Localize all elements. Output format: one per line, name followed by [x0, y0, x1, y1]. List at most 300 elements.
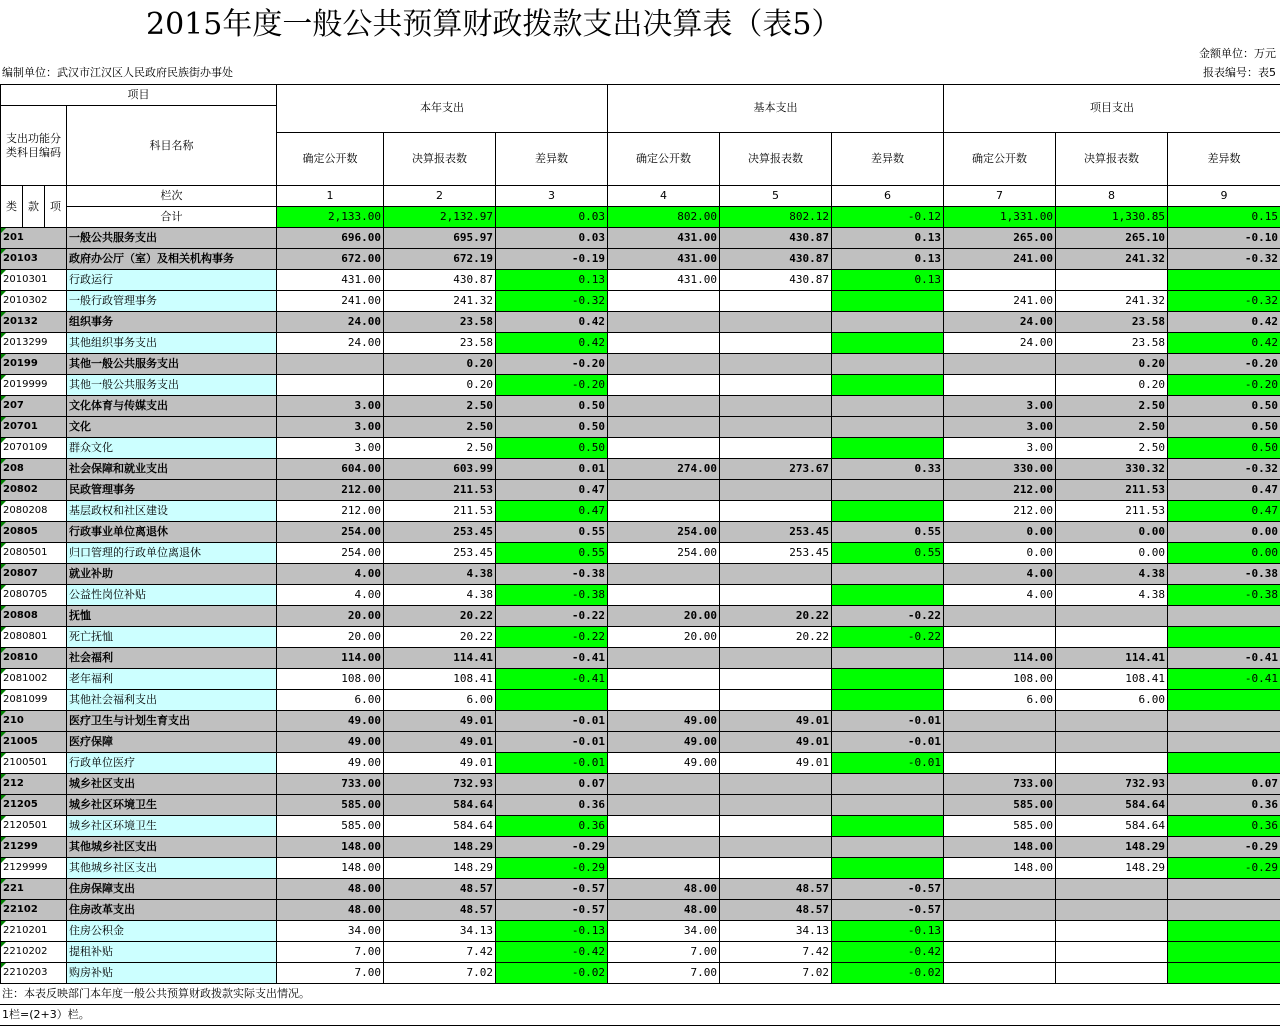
cell-col-5: 273.67	[720, 459, 832, 480]
cell-col-3: -0.01	[496, 753, 608, 774]
cell-col-3: -0.42	[496, 942, 608, 963]
cell-col-6: -0.22	[832, 627, 944, 648]
cell-col-5: 7.42	[720, 942, 832, 963]
cell-col-4	[608, 333, 720, 354]
cell-col-2: 23.58	[384, 312, 496, 333]
header-lei: 类	[1, 186, 23, 228]
subject-name: 住房改革支出	[67, 900, 277, 921]
cell-col-1: 148.00	[277, 837, 384, 858]
cell-col-3: -0.22	[496, 627, 608, 648]
cell-col-6	[832, 417, 944, 438]
cell-col-7: 585.00	[944, 816, 1056, 837]
table-row	[1, 291, 1280, 312]
table-row	[1, 795, 1280, 816]
table-row	[1, 438, 1280, 459]
subject-code: 2019999	[1, 375, 67, 396]
cell-col-7	[944, 942, 1056, 963]
cell-col-1: 20.00	[277, 606, 384, 627]
cell-col-9: -0.20	[1168, 354, 1280, 375]
cell-col-2: 584.64	[384, 816, 496, 837]
cell-col-6: 0.55	[832, 522, 944, 543]
cell-col-5	[720, 585, 832, 606]
cell-col-8: 148.29	[1056, 858, 1168, 879]
header-sub-4: 确定公开数	[608, 132, 720, 185]
cell-col-5: 7.02	[720, 963, 832, 984]
table-row	[1, 648, 1280, 669]
subject-name: 住房公积金	[67, 921, 277, 942]
col-number-2: 2	[384, 186, 496, 207]
cell-col-3: 0.03	[496, 228, 608, 249]
cell-col-9: 0.50	[1168, 417, 1280, 438]
cell-col-1: 696.00	[277, 228, 384, 249]
subject-code: 20802	[1, 480, 67, 501]
cell-col-9: 0.47	[1168, 480, 1280, 501]
cell-col-8: 23.58	[1056, 312, 1168, 333]
subject-code: 21205	[1, 795, 67, 816]
table-row	[1, 942, 1280, 963]
cell-col-8	[1056, 606, 1168, 627]
cell-col-8: 114.41	[1056, 648, 1168, 669]
cell-col-1: 7.00	[277, 942, 384, 963]
cell-col-9: 0.42	[1168, 312, 1280, 333]
cell-col-9: -0.10	[1168, 228, 1280, 249]
cell-col-5: 430.87	[720, 270, 832, 291]
cell-col-4	[608, 291, 720, 312]
table-row	[1, 732, 1280, 753]
cell-col-7: 265.00	[944, 228, 1056, 249]
subject-name: 行政事业单位离退休	[67, 522, 277, 543]
cell-col-8: 6.00	[1056, 690, 1168, 711]
amount-unit: 金额单位：万元	[1199, 47, 1276, 60]
cell-col-6	[832, 354, 944, 375]
subject-name: 死亡抚恤	[67, 627, 277, 648]
cell-col-2: 108.41	[384, 669, 496, 690]
cell-col-9	[1168, 963, 1280, 984]
cell-col-3: -0.29	[496, 858, 608, 879]
cell-col-1: 604.00	[277, 459, 384, 480]
cell-col-4: 274.00	[608, 459, 720, 480]
cell-col-7: 0.00	[944, 522, 1056, 543]
header-xiang: 项	[45, 186, 67, 228]
subject-name: 群众文化	[67, 438, 277, 459]
cell-col-1: 49.00	[277, 753, 384, 774]
col-number-1: 1	[277, 186, 384, 207]
cell-col-3: -0.41	[496, 669, 608, 690]
cell-col-1: 585.00	[277, 816, 384, 837]
cell-col-6	[832, 291, 944, 312]
cell-col-3: 0.07	[496, 774, 608, 795]
subject-name: 行政运行	[67, 270, 277, 291]
cell-col-2: 584.64	[384, 795, 496, 816]
cell-col-5: 20.22	[720, 606, 832, 627]
header-sub-6: 差异数	[832, 132, 944, 185]
subject-code: 20132	[1, 312, 67, 333]
cell-col-9: -0.20	[1168, 375, 1280, 396]
cell-col-9	[1168, 711, 1280, 732]
cell-col-4	[608, 354, 720, 375]
cell-col-5	[720, 795, 832, 816]
subject-code: 20807	[1, 564, 67, 585]
cell-col-1: 212.00	[277, 501, 384, 522]
subject-code: 2080705	[1, 585, 67, 606]
cell-col-7	[944, 606, 1056, 627]
cell-col-2: 695.97	[384, 228, 496, 249]
col-number-7: 7	[944, 186, 1056, 207]
cell-col-1: 585.00	[277, 795, 384, 816]
cell-col-9: 0.00	[1168, 543, 1280, 564]
subject-code: 2210201	[1, 921, 67, 942]
cell-col-5	[720, 858, 832, 879]
cell-col-2: 253.45	[384, 522, 496, 543]
cell-col-6: 0.13	[832, 249, 944, 270]
cell-col-1: 148.00	[277, 858, 384, 879]
cell-col-4	[608, 795, 720, 816]
cell-col-7: 4.00	[944, 585, 1056, 606]
cell-col-2: 49.01	[384, 711, 496, 732]
cell-col-8: 0.20	[1056, 354, 1168, 375]
cell-col-4	[608, 858, 720, 879]
cell-col-5	[720, 354, 832, 375]
table-row	[1, 606, 1280, 627]
cell-col-6: -0.01	[832, 732, 944, 753]
cell-col-5	[720, 438, 832, 459]
subject-code: 212	[1, 774, 67, 795]
cell-col-2: 49.01	[384, 753, 496, 774]
cell-col-2: 211.53	[384, 480, 496, 501]
subject-code: 2010302	[1, 291, 67, 312]
cell-col-1: 24.00	[277, 312, 384, 333]
cell-col-8	[1056, 732, 1168, 753]
cell-col-6	[832, 669, 944, 690]
cell-col-6	[832, 858, 944, 879]
subject-name: 其他城乡社区支出	[67, 858, 277, 879]
subject-name: 医疗卫生与计划生育支出	[67, 711, 277, 732]
cell-col-4	[608, 312, 720, 333]
cell-col-2: 48.57	[384, 879, 496, 900]
cell-col-5: 34.13	[720, 921, 832, 942]
subject-name: 文化	[67, 417, 277, 438]
cell-col-5	[720, 501, 832, 522]
subject-name: 就业补助	[67, 564, 277, 585]
cell-col-3: -0.32	[496, 291, 608, 312]
subject-name: 民政管理事务	[67, 480, 277, 501]
cell-col-4: 49.00	[608, 711, 720, 732]
cell-col-3: -0.01	[496, 732, 608, 753]
cell-col-9	[1168, 900, 1280, 921]
cell-col-3: 0.50	[496, 417, 608, 438]
cell-col-1: 114.00	[277, 648, 384, 669]
cell-col-4	[608, 585, 720, 606]
subject-code: 20199	[1, 354, 67, 375]
cell-col-4: 49.00	[608, 732, 720, 753]
cell-col-9: 0.50	[1168, 438, 1280, 459]
cell-col-5	[720, 669, 832, 690]
header-sub-2: 决算报表数	[384, 132, 496, 185]
cell-col-3: -0.19	[496, 249, 608, 270]
total-label: 合计	[67, 207, 277, 228]
cell-col-7	[944, 963, 1056, 984]
table-row	[1, 627, 1280, 648]
table-row	[1, 354, 1280, 375]
cell-col-2: 6.00	[384, 690, 496, 711]
cell-col-9	[1168, 753, 1280, 774]
header-func-code: 支出功能分类科目编码	[1, 106, 67, 186]
cell-col-1: 241.00	[277, 291, 384, 312]
cell-col-1	[277, 375, 384, 396]
cell-col-2: 253.45	[384, 543, 496, 564]
cell-col-9	[1168, 627, 1280, 648]
cell-col-7: 3.00	[944, 438, 1056, 459]
subject-code: 20805	[1, 522, 67, 543]
cell-col-4: 431.00	[608, 270, 720, 291]
subject-code: 20810	[1, 648, 67, 669]
cell-col-5	[720, 690, 832, 711]
cell-col-2: 732.93	[384, 774, 496, 795]
table-row	[1, 669, 1280, 690]
cell-col-3: -0.20	[496, 354, 608, 375]
subject-name: 其他组织事务支出	[67, 333, 277, 354]
cell-col-4	[608, 480, 720, 501]
cell-col-5	[720, 312, 832, 333]
cell-col-9: -0.41	[1168, 669, 1280, 690]
subject-name: 购房补贴	[67, 963, 277, 984]
cell-col-3: -0.41	[496, 648, 608, 669]
footnote-2: 1栏=(2+3）栏。	[0, 1005, 1280, 1026]
table-row	[1, 879, 1280, 900]
cell-col-8	[1056, 753, 1168, 774]
header-sub-9: 差异数	[1168, 132, 1280, 185]
subject-code: 201	[1, 228, 67, 249]
cell-col-1	[277, 354, 384, 375]
cell-col-8: 241.32	[1056, 291, 1168, 312]
cell-col-2: 0.20	[384, 375, 496, 396]
cell-col-8	[1056, 879, 1168, 900]
cell-col-6	[832, 375, 944, 396]
cell-col-8	[1056, 921, 1168, 942]
cell-col-7	[944, 921, 1056, 942]
cell-col-3: -0.02	[496, 963, 608, 984]
cell-col-7	[944, 753, 1056, 774]
cell-col-1: 733.00	[277, 774, 384, 795]
subject-name: 归口管理的行政单位离退休	[67, 543, 277, 564]
table-row	[1, 774, 1280, 795]
cell-col-9	[1168, 921, 1280, 942]
table-row	[1, 543, 1280, 564]
cell-col-8: 4.38	[1056, 564, 1168, 585]
total-value-4: 802.00	[608, 207, 720, 228]
cell-col-4: 254.00	[608, 543, 720, 564]
cell-col-5	[720, 291, 832, 312]
cell-col-7: 148.00	[944, 858, 1056, 879]
subject-name: 组织事务	[67, 312, 277, 333]
cell-col-8	[1056, 942, 1168, 963]
cell-col-4	[608, 669, 720, 690]
cell-col-1: 431.00	[277, 270, 384, 291]
cell-col-3: 0.47	[496, 480, 608, 501]
cell-col-7	[944, 732, 1056, 753]
cell-col-3: -0.20	[496, 375, 608, 396]
cell-col-4: 254.00	[608, 522, 720, 543]
cell-col-4: 34.00	[608, 921, 720, 942]
header-item: 项目	[1, 85, 277, 106]
cell-col-2: 148.29	[384, 858, 496, 879]
subject-name: 提租补贴	[67, 942, 277, 963]
table-row	[1, 270, 1280, 291]
cell-col-7	[944, 900, 1056, 921]
table-row	[1, 711, 1280, 732]
cell-col-7: 148.00	[944, 837, 1056, 858]
cell-col-7: 241.00	[944, 249, 1056, 270]
cell-col-4	[608, 375, 720, 396]
cell-col-9	[1168, 270, 1280, 291]
cell-col-6	[832, 480, 944, 501]
cell-col-6: -0.22	[832, 606, 944, 627]
cell-col-5: 49.01	[720, 753, 832, 774]
cell-col-3: 0.01	[496, 459, 608, 480]
header-sub-8: 决算报表数	[1056, 132, 1168, 185]
cell-col-4: 20.00	[608, 627, 720, 648]
cell-col-4	[608, 816, 720, 837]
cell-col-8: 0.00	[1056, 543, 1168, 564]
col-number-5: 5	[720, 186, 832, 207]
cell-col-3: -0.57	[496, 879, 608, 900]
cell-col-8	[1056, 711, 1168, 732]
col-number-6: 6	[832, 186, 944, 207]
cell-col-9	[1168, 690, 1280, 711]
cell-col-6	[832, 816, 944, 837]
cell-col-6	[832, 585, 944, 606]
cell-col-4	[608, 396, 720, 417]
subject-name: 政府办公厅（室）及相关机构事务	[67, 249, 277, 270]
table-row	[1, 249, 1280, 270]
total-value-8: 1,330.85	[1056, 207, 1168, 228]
cell-col-9: -0.41	[1168, 648, 1280, 669]
cell-col-5: 48.57	[720, 900, 832, 921]
subject-code: 2010301	[1, 270, 67, 291]
table-row	[1, 396, 1280, 417]
cell-col-2: 20.22	[384, 627, 496, 648]
cell-col-6	[832, 333, 944, 354]
cell-col-9: 0.42	[1168, 333, 1280, 354]
cell-col-8: 2.50	[1056, 417, 1168, 438]
cell-col-2: 4.38	[384, 564, 496, 585]
cell-col-1: 49.00	[277, 711, 384, 732]
subject-name: 文化体育与传媒支出	[67, 396, 277, 417]
cell-col-7	[944, 354, 1056, 375]
cell-col-5: 48.57	[720, 879, 832, 900]
cell-col-7: 3.00	[944, 417, 1056, 438]
cell-col-1: 7.00	[277, 963, 384, 984]
cell-col-7	[944, 627, 1056, 648]
cell-col-4: 7.00	[608, 963, 720, 984]
header-group-project: 项目支出	[944, 85, 1280, 133]
cell-col-3: 0.13	[496, 270, 608, 291]
cell-col-6: 0.55	[832, 543, 944, 564]
cell-col-1: 254.00	[277, 522, 384, 543]
cell-col-3: 0.36	[496, 795, 608, 816]
cell-col-5: 430.87	[720, 249, 832, 270]
table-row	[1, 816, 1280, 837]
cell-col-9: 0.47	[1168, 501, 1280, 522]
table-row	[1, 417, 1280, 438]
cell-col-9: 0.00	[1168, 522, 1280, 543]
cell-col-6	[832, 795, 944, 816]
table-row	[1, 522, 1280, 543]
subject-code: 21299	[1, 837, 67, 858]
cell-col-1: 49.00	[277, 732, 384, 753]
expenditure-table	[0, 84, 1280, 984]
cell-col-1: 108.00	[277, 669, 384, 690]
cell-col-7: 6.00	[944, 690, 1056, 711]
cell-col-2: 2.50	[384, 396, 496, 417]
subject-code: 208	[1, 459, 67, 480]
cell-col-4	[608, 417, 720, 438]
cell-col-9: -0.32	[1168, 459, 1280, 480]
total-value-7: 1,331.00	[944, 207, 1056, 228]
cell-col-4: 48.00	[608, 879, 720, 900]
header-group-annual: 本年支出	[277, 85, 608, 133]
subject-code: 22102	[1, 900, 67, 921]
form-number: 报表编号：表5	[1203, 66, 1276, 79]
cell-col-3: 0.55	[496, 543, 608, 564]
cell-col-3: -0.01	[496, 711, 608, 732]
cell-col-2: 603.99	[384, 459, 496, 480]
cell-col-8: 211.53	[1056, 501, 1168, 522]
cell-col-6	[832, 564, 944, 585]
cell-col-1: 4.00	[277, 585, 384, 606]
organization: 编制单位：武汉市江汉区人民政府民族街办事处	[2, 66, 233, 79]
cell-col-5	[720, 774, 832, 795]
subject-name: 城乡社区环境卫生	[67, 795, 277, 816]
cell-col-7: 114.00	[944, 648, 1056, 669]
cell-col-5	[720, 816, 832, 837]
cell-col-8: 0.20	[1056, 375, 1168, 396]
subject-name: 住房保障支出	[67, 879, 277, 900]
cell-col-9: 0.36	[1168, 795, 1280, 816]
header-column-label: 栏次	[67, 186, 277, 207]
cell-col-2: 48.57	[384, 900, 496, 921]
cell-col-4: 7.00	[608, 942, 720, 963]
cell-col-3: -0.57	[496, 900, 608, 921]
cell-col-8: 2.50	[1056, 438, 1168, 459]
col-number-8: 8	[1056, 186, 1168, 207]
col-number-4: 4	[608, 186, 720, 207]
cell-col-9: -0.29	[1168, 858, 1280, 879]
subject-name: 行政单位医疗	[67, 753, 277, 774]
cell-col-9	[1168, 942, 1280, 963]
cell-col-9: -0.32	[1168, 249, 1280, 270]
cell-col-7: 241.00	[944, 291, 1056, 312]
cell-col-2: 20.22	[384, 606, 496, 627]
cell-col-3: -0.13	[496, 921, 608, 942]
cell-col-5: 49.01	[720, 711, 832, 732]
subject-name: 抚恤	[67, 606, 277, 627]
cell-col-2: 2.50	[384, 438, 496, 459]
header-group-basic: 基本支出	[608, 85, 944, 133]
subject-code: 2100501	[1, 753, 67, 774]
subject-code: 210	[1, 711, 67, 732]
cell-col-4: 20.00	[608, 606, 720, 627]
footnote-1: 注：本表反映部门本年度一般公共预算财政拨款实际支出情况。	[0, 984, 1280, 1005]
cell-col-6: 0.13	[832, 270, 944, 291]
cell-col-5	[720, 396, 832, 417]
subject-code: 2081002	[1, 669, 67, 690]
cell-col-3: -0.29	[496, 837, 608, 858]
cell-col-6: -0.57	[832, 900, 944, 921]
cell-col-8	[1056, 900, 1168, 921]
cell-col-4	[608, 438, 720, 459]
cell-col-3: -0.22	[496, 606, 608, 627]
